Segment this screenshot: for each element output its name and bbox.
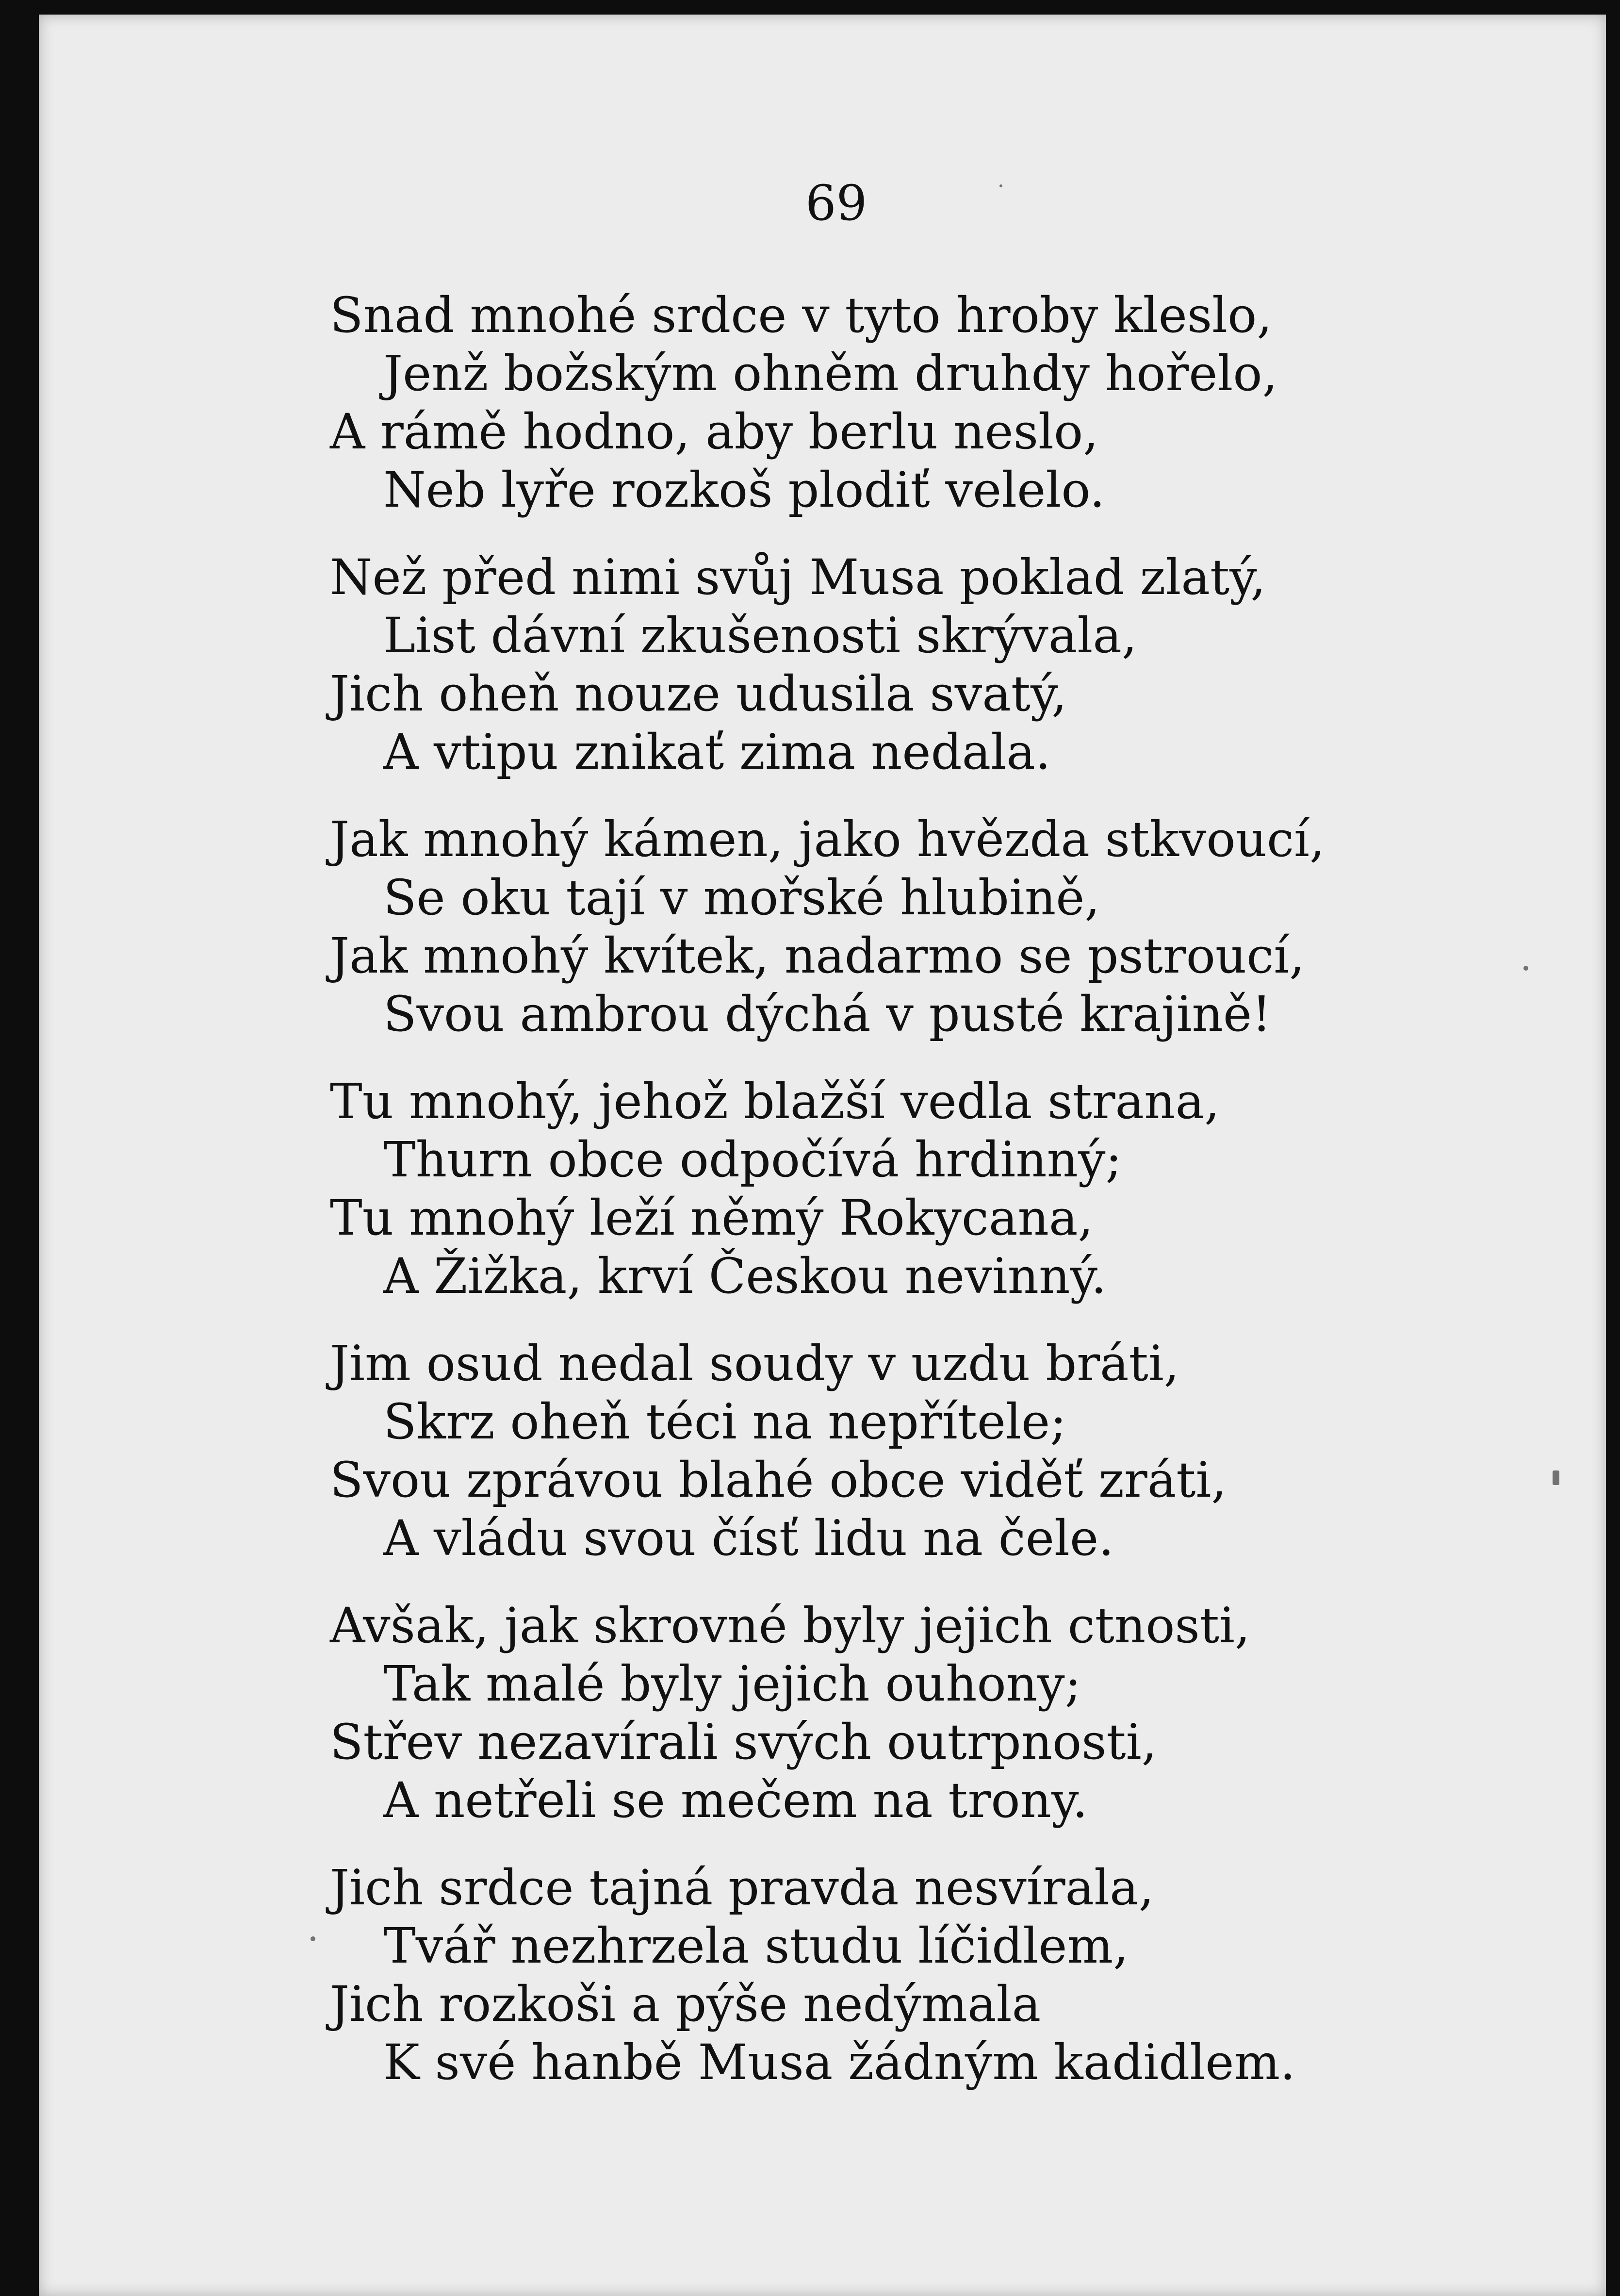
poem-line: Jich srdce tajná pravda nesvírala, (330, 1859, 1154, 1916)
poem-line: A vtipu znikať zima nedala. (383, 724, 1051, 780)
poem-line: Tu mnohý, jehož blažší vedla strana, (330, 1073, 1220, 1130)
poem-line: List dávní zkušenosti skrývala, (383, 607, 1137, 664)
book-page (39, 15, 1606, 2296)
poem-line: Tak malé byly jejich ouhony; (383, 1655, 1081, 1712)
poem-line: Neb lyře rozkoš plodiť velelo. (383, 462, 1105, 518)
poem-line: A vládu svou čísť lidu na čele. (383, 1510, 1114, 1567)
scan-speck (1523, 966, 1528, 971)
poem-line: Thurn obce odpočívá hrdinný; (383, 1131, 1122, 1188)
poem-line: Skrz oheň téci na nepřítele; (383, 1393, 1066, 1450)
poem-line: Jich oheň nouze udusila svatý, (330, 665, 1067, 722)
poem-line: Jim osud nedal soudy v uzdu bráti, (330, 1335, 1179, 1392)
poem-line: A rámě hodno, aby berlu neslo, (330, 403, 1098, 460)
scan-speck (1553, 1470, 1559, 1485)
poem-line: Avšak, jak skrovné byly jejich ctnosti, (330, 1597, 1250, 1654)
poem-line: Střev nezavírali svých outrpnosti, (330, 1714, 1157, 1770)
poem-line: K své hanbě Musa žádným kadidlem. (383, 2034, 1296, 2091)
poem-line: Než před nimi svůj Musa poklad zlatý, (330, 549, 1266, 606)
poem-line: A netřeli se mečem na trony. (383, 1772, 1088, 1829)
poem-line: Svou ambrou dýchá v pusté krajině! (383, 986, 1272, 1042)
poem-line: Tu mnohý leží němý Rokycana, (330, 1189, 1094, 1246)
page-number: 69 (805, 175, 867, 231)
poem-line: Tvář nezhrzela studu líčidlem, (383, 1917, 1129, 1974)
scan-speck (999, 184, 1002, 187)
scan-speck (311, 1936, 315, 1941)
poem-line: Jenž božským ohněm druhdy hořelo, (383, 345, 1278, 402)
poem-line: Se oku tají v mořské hlubině, (383, 869, 1100, 926)
poem-line: A Žižka, krví Českou nevinný. (383, 1248, 1107, 1305)
poem-line: Jak mnohý kámen, jako hvězda stkvoucí, (330, 811, 1325, 868)
poem-line: Snad mnohé srdce v tyto hroby kleslo, (330, 287, 1273, 344)
poem-line: Jich rozkoši a pýše nedýmala (330, 1976, 1041, 2032)
poem-line: Jak mnohý kvítek, nadarmo se pstroucí, (330, 927, 1305, 984)
poem-line: Svou zprávou blahé obce viděť zráti, (330, 1452, 1227, 1508)
